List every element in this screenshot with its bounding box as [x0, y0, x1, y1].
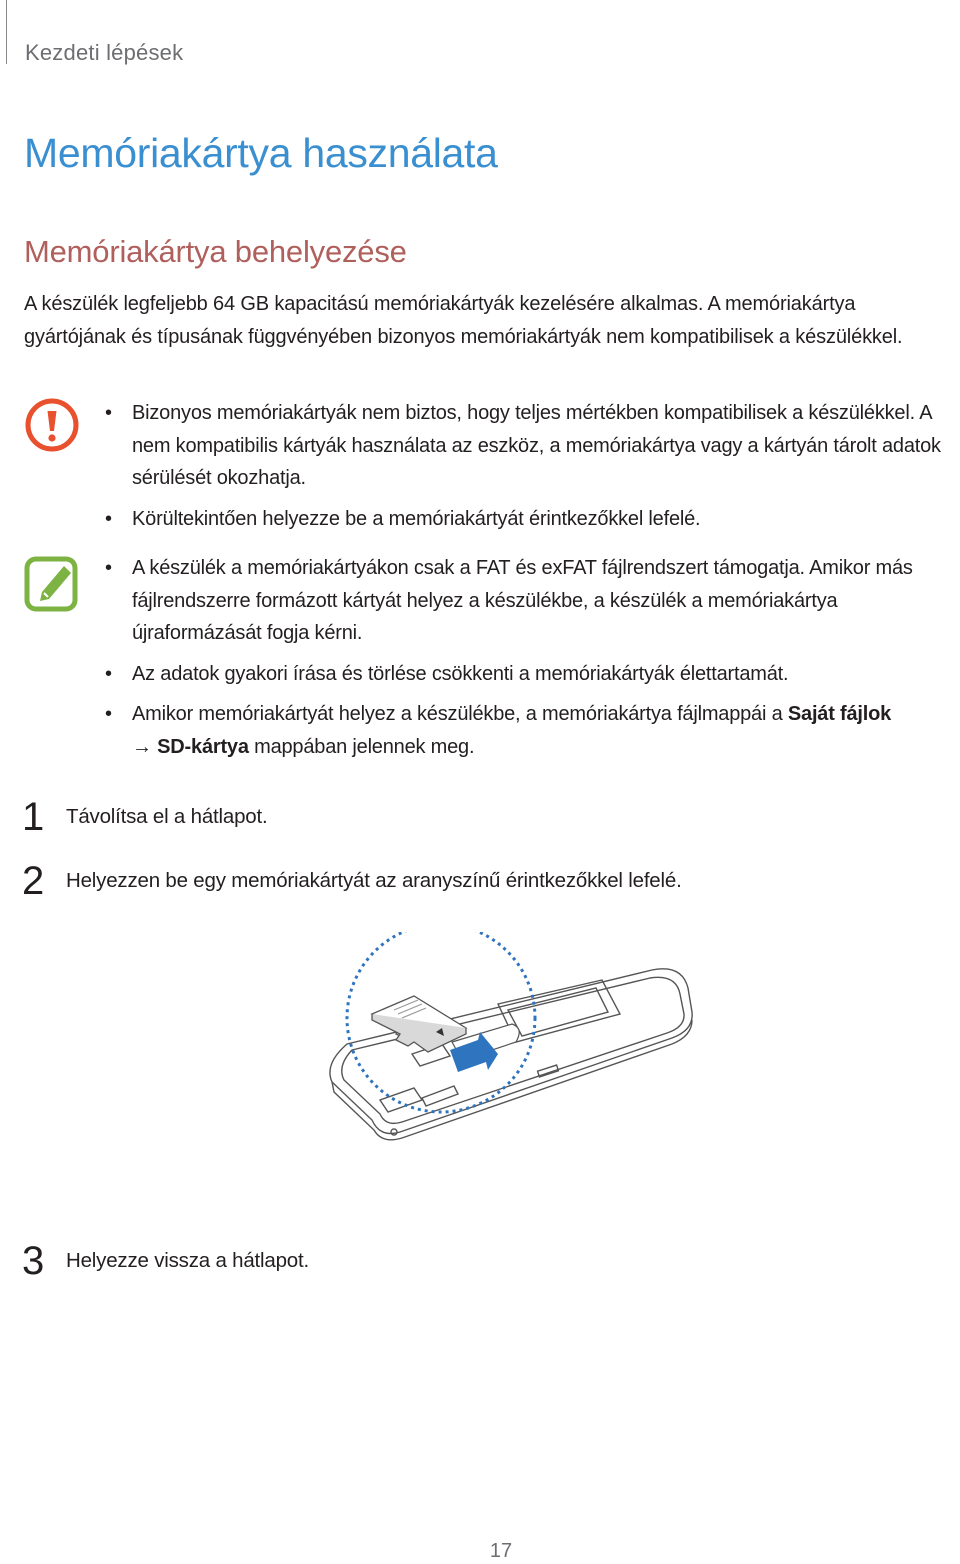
page-number: 17 — [489, 1540, 513, 1562]
bullet-dot: • — [105, 557, 112, 579]
page-title: Memóriakártya használata — [24, 130, 498, 176]
menu-path-sd-card: SD-kártya — [157, 735, 249, 758]
step-number: 1 — [22, 795, 45, 839]
note-item — [105, 698, 960, 763]
bullet-dot: • — [105, 402, 112, 424]
section-header: Kezdeti lépések — [25, 40, 184, 65]
step-number: 2 — [22, 859, 45, 903]
note-item — [105, 658, 960, 691]
caution-list — [105, 397, 960, 543]
bullet-dot: • — [105, 507, 112, 530]
section-subtitle: Memóriakártya behelyezése — [24, 234, 407, 269]
intro-paragraph: A készülék legfeljebb 64 GB kapacitású memóriakártyák kezelésére alkalmas. A memóriakártya gyártójának és típusának függvényében bizonyos memóriakártyák nem kompatibilisek a készülékkel. — [24, 293, 903, 348]
menu-path-my-files: Saját fájlok — [787, 703, 892, 725]
caution-item-text: Körültekintően helyezze be a memóriakártyát érintkezőkkel lefelé. — [132, 507, 701, 530]
caution-item — [105, 503, 960, 536]
phone-body — [330, 969, 692, 1140]
caution-icon — [25, 398, 79, 452]
note-item-text-post: mappában jelennek meg. — [248, 735, 475, 758]
note-item-text: Az adatok gyakori írása és törlése csökkenti a memóriakártyák élettartamát. — [132, 662, 789, 685]
caution-item — [105, 397, 960, 495]
step-text: Helyezzen be egy memóriakártyát az aranyszínű érintkezőkkel lefelé. — [66, 869, 682, 892]
bullet-dot: • — [105, 703, 112, 725]
bullet-dot: • — [105, 662, 112, 685]
note-item-text-pre: Amikor memóriakártyát helyez a készülékbe, a memóriakártya fájlmappái a — [132, 703, 788, 725]
note-list — [105, 552, 960, 771]
caution-item-text: Bizonyos memóriakártyák nem biztos, hogy teljes mértékben kompatibilisek a készülékkel. A nem kompatibilis kártyák használata az eszköz, a memóriakártya vagy a kártyán tárolt adatok sérülését okozhatja. — [132, 402, 941, 489]
step-text: Távolítsa el a hátlapot. — [66, 805, 268, 828]
step-number: 3 — [22, 1239, 45, 1283]
menu-path-arrow: → — [132, 735, 152, 758]
note-item-text: A készülék a memóriakártyákon csak a FAT és exFAT fájlrendszert támogatja. Amikor más fájlrendszerre formázott kártyát helyez a készülékbe, a készülék a memóriakártya újraformázását fogja kérni. — [132, 557, 913, 644]
step-text: Helyezze vissza a hátlapot. — [66, 1249, 310, 1272]
card-insertion-illustration — [302, 932, 694, 1194]
note-item — [105, 552, 960, 650]
page-edge-line — [6, 0, 7, 64]
note-pencil-icon — [24, 556, 78, 612]
